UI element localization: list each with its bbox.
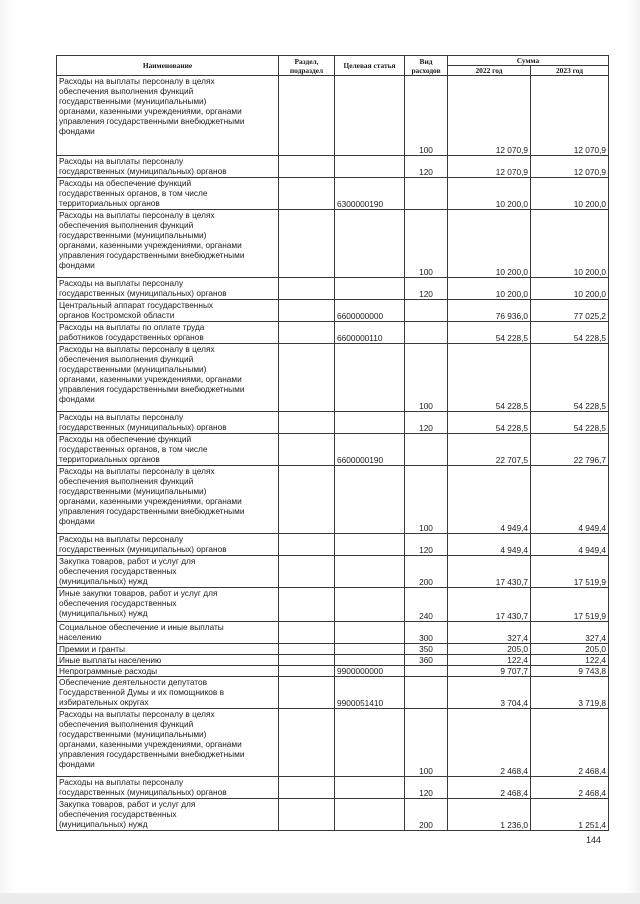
row-sum-2022: 12 070,9 [448, 156, 531, 178]
row-target-article [335, 799, 405, 831]
row-sum-2022: 54 228,5 [448, 322, 531, 344]
row-name: Расходы на выплаты персоналу государственных (муниципальных) органов [57, 412, 279, 434]
row-target-article [335, 556, 405, 588]
table-row [57, 434, 609, 466]
row-sum-2022: 22 707,5 [448, 434, 531, 466]
row-sum-2022: 12 070,9 [448, 76, 531, 156]
row-sum-2023: 2 468,4 [531, 709, 609, 777]
row-section [279, 666, 335, 677]
row-section [279, 709, 335, 777]
row-name: Расходы на выплаты персоналу государственных (муниципальных) органов [57, 777, 279, 799]
header-section: Раздел, подраздел [279, 56, 335, 76]
table-row [57, 777, 609, 799]
table-row [57, 588, 609, 622]
row-expense-type [405, 666, 448, 677]
row-sum-2023: 3 719,8 [531, 677, 609, 709]
table-row [57, 622, 609, 644]
row-target-article [335, 655, 405, 666]
row-sum-2023: 10 200,0 [531, 178, 609, 210]
header-target-article: Целевая статья [335, 56, 405, 76]
row-section [279, 322, 335, 344]
row-sum-2022: 3 704,4 [448, 677, 531, 709]
row-sum-2023: 2 468,4 [531, 777, 609, 799]
row-section [279, 300, 335, 322]
row-sum-2022: 10 200,0 [448, 178, 531, 210]
row-expense-type [405, 434, 448, 466]
row-section [279, 76, 335, 156]
header-year-2023: 2023 год [531, 66, 609, 76]
row-sum-2023: 77 025,2 [531, 300, 609, 322]
table-header [57, 56, 609, 76]
row-expense-type [405, 322, 448, 344]
row-name: Непрограммные расходы [57, 666, 279, 677]
row-expense-type [405, 677, 448, 709]
row-sum-2023: 205,0 [531, 644, 609, 655]
header-expense-type: Вид расходов [405, 56, 448, 76]
table-row [57, 278, 609, 300]
row-name: Закупка товаров, работ и услуг для обеспечения государственных (муниципальных) нужд [57, 556, 279, 588]
row-expense-type [405, 300, 448, 322]
row-target-article: 6600000190 [335, 434, 405, 466]
row-sum-2022: 17 430,7 [448, 556, 531, 588]
row-section [279, 777, 335, 799]
row-expense-type: 300 [405, 622, 448, 644]
row-expense-type: 100 [405, 76, 448, 156]
row-sum-2023: 4 949,4 [531, 534, 609, 556]
row-name: Обеспечение деятельности депутатов Государственной Думы и их помощников в избирательных округах [57, 677, 279, 709]
row-expense-type [405, 178, 448, 210]
table-row [57, 799, 609, 831]
row-sum-2023: 54 228,5 [531, 322, 609, 344]
row-sum-2022: 205,0 [448, 644, 531, 655]
row-name: Расходы на обеспечение функций государственных органов, в том числе территориальных органов [57, 178, 279, 210]
row-section [279, 434, 335, 466]
row-target-article: 6300000190 [335, 178, 405, 210]
row-name: Расходы на выплаты персоналу государственных (муниципальных) органов [57, 278, 279, 300]
row-sum-2022: 54 228,5 [448, 412, 531, 434]
row-sum-2022: 2 468,4 [448, 777, 531, 799]
table-row [57, 156, 609, 178]
row-name: Социальное обеспечение и иные выплаты населению [57, 622, 279, 644]
row-expense-type: 200 [405, 556, 448, 588]
row-expense-type: 120 [405, 278, 448, 300]
row-sum-2023: 9 743,8 [531, 666, 609, 677]
table-row [57, 666, 609, 677]
row-section [279, 210, 335, 278]
row-sum-2023: 12 070,9 [531, 76, 609, 156]
row-sum-2022: 327,4 [448, 622, 531, 644]
row-target-article: 9900000000 [335, 666, 405, 677]
row-section [279, 644, 335, 655]
row-name: Расходы на выплаты персоналу в целях обеспечения выполнения функций государственными (муниципальными) органами, казенными учреждениями, органами управления государственными внебюджетными фондами [57, 76, 279, 156]
row-expense-type: 120 [405, 412, 448, 434]
row-target-article [335, 777, 405, 799]
table-row [57, 655, 609, 666]
row-sum-2023: 122,4 [531, 655, 609, 666]
row-sum-2022: 10 200,0 [448, 210, 531, 278]
row-target-article [335, 344, 405, 412]
table-row [57, 677, 609, 709]
row-name: Расходы на выплаты по оплате труда работников государственных органов [57, 322, 279, 344]
row-expense-type: 120 [405, 156, 448, 178]
table-row [57, 644, 609, 655]
header-name: Наименование [57, 56, 279, 76]
table-row [57, 709, 609, 777]
row-sum-2022: 122,4 [448, 655, 531, 666]
row-target-article [335, 644, 405, 655]
row-sum-2023: 17 519,9 [531, 556, 609, 588]
row-sum-2023: 4 949,4 [531, 466, 609, 534]
table-row [57, 556, 609, 588]
row-section [279, 466, 335, 534]
row-section [279, 278, 335, 300]
header-year-2022: 2022 год [448, 66, 531, 76]
budget-table [56, 55, 609, 831]
header-sum: Сумма [448, 56, 609, 66]
row-expense-type: 100 [405, 344, 448, 412]
row-name: Расходы на выплаты персоналу в целях обеспечения выполнения функций государственными (муниципальными) органами, казенными учреждениями, органами управления государственными внебюджетными фондами [57, 709, 279, 777]
row-name: Центральный аппарат государственных органов Костромской области [57, 300, 279, 322]
table-row [57, 466, 609, 534]
row-target-article [335, 156, 405, 178]
row-target-article [335, 278, 405, 300]
row-expense-type: 350 [405, 644, 448, 655]
row-expense-type: 100 [405, 709, 448, 777]
row-sum-2023: 22 796,7 [531, 434, 609, 466]
row-expense-type: 100 [405, 210, 448, 278]
row-sum-2022: 10 200,0 [448, 278, 531, 300]
row-expense-type: 200 [405, 799, 448, 831]
table-row [57, 322, 609, 344]
row-name: Иные выплаты населению [57, 655, 279, 666]
row-sum-2022: 4 949,4 [448, 466, 531, 534]
row-sum-2022: 17 430,7 [448, 588, 531, 622]
row-target-article [335, 466, 405, 534]
row-sum-2023: 10 200,0 [531, 210, 609, 278]
row-name: Расходы на выплаты персоналу государственных (муниципальных) органов [57, 156, 279, 178]
table-row [57, 412, 609, 434]
row-sum-2023: 12 070,9 [531, 156, 609, 178]
row-sum-2023: 54 228,5 [531, 344, 609, 412]
row-target-article [335, 412, 405, 434]
table-row [57, 300, 609, 322]
row-sum-2022: 9 707,7 [448, 666, 531, 677]
row-name: Расходы на выплаты персоналу в целях обеспечения выполнения функций государственными (муниципальными) органами, казенными учреждениями, органами управления государственными внебюджетными фондами [57, 344, 279, 412]
row-expense-type: 240 [405, 588, 448, 622]
row-name: Закупка товаров, работ и услуг для обеспечения государственных (муниципальных) нужд [57, 799, 279, 831]
row-sum-2022: 54 228,5 [448, 344, 531, 412]
table-row [57, 178, 609, 210]
row-target-article [335, 588, 405, 622]
row-target-article [335, 534, 405, 556]
row-target-article [335, 622, 405, 644]
row-name: Расходы на выплаты персоналу в целях обеспечения выполнения функций государственными (муниципальными) органами, казенными учреждениями, органами управления государственными внебюджетными фондами [57, 466, 279, 534]
row-target-article [335, 210, 405, 278]
row-section [279, 622, 335, 644]
row-target-article: 6600000110 [335, 322, 405, 344]
row-sum-2023: 327,4 [531, 622, 609, 644]
row-sum-2023: 17 519,9 [531, 588, 609, 622]
row-sum-2023: 1 251,4 [531, 799, 609, 831]
row-section [279, 655, 335, 666]
row-section [279, 799, 335, 831]
row-target-article [335, 709, 405, 777]
table-row [57, 534, 609, 556]
row-section [279, 534, 335, 556]
scan-bottom-edge [0, 893, 640, 904]
row-name: Премии и гранты [57, 644, 279, 655]
row-sum-2022: 76 936,0 [448, 300, 531, 322]
row-target-article: 9900051410 [335, 677, 405, 709]
table-row [57, 344, 609, 412]
row-name: Расходы на обеспечение функций государственных органов, в том числе территориальных органов [57, 434, 279, 466]
row-name: Расходы на выплаты персоналу в целях обеспечения выполнения функций государственными (муниципальными) органами, казенными учреждениями, органами управления государственными внебюджетными фондами [57, 210, 279, 278]
row-expense-type: 120 [405, 777, 448, 799]
row-section [279, 677, 335, 709]
table-row [57, 76, 609, 156]
table-row [57, 210, 609, 278]
page-number: 144 [586, 835, 602, 845]
row-section [279, 344, 335, 412]
row-section [279, 412, 335, 434]
row-section [279, 156, 335, 178]
row-sum-2022: 4 949,4 [448, 534, 531, 556]
row-name: Расходы на выплаты персоналу государственных (муниципальных) органов [57, 534, 279, 556]
row-sum-2022: 1 236,0 [448, 799, 531, 831]
row-expense-type: 120 [405, 534, 448, 556]
row-sum-2022: 2 468,4 [448, 709, 531, 777]
row-expense-type: 100 [405, 466, 448, 534]
row-section [279, 588, 335, 622]
row-name: Иные закупки товаров, работ и услуг для обеспечения государственных (муниципальных) нужд [57, 588, 279, 622]
row-section [279, 556, 335, 588]
row-target-article: 6600000000 [335, 300, 405, 322]
row-target-article [335, 76, 405, 156]
row-section [279, 178, 335, 210]
row-sum-2023: 10 200,0 [531, 278, 609, 300]
table-body [57, 76, 609, 831]
row-expense-type: 360 [405, 655, 448, 666]
row-sum-2023: 54 228,5 [531, 412, 609, 434]
